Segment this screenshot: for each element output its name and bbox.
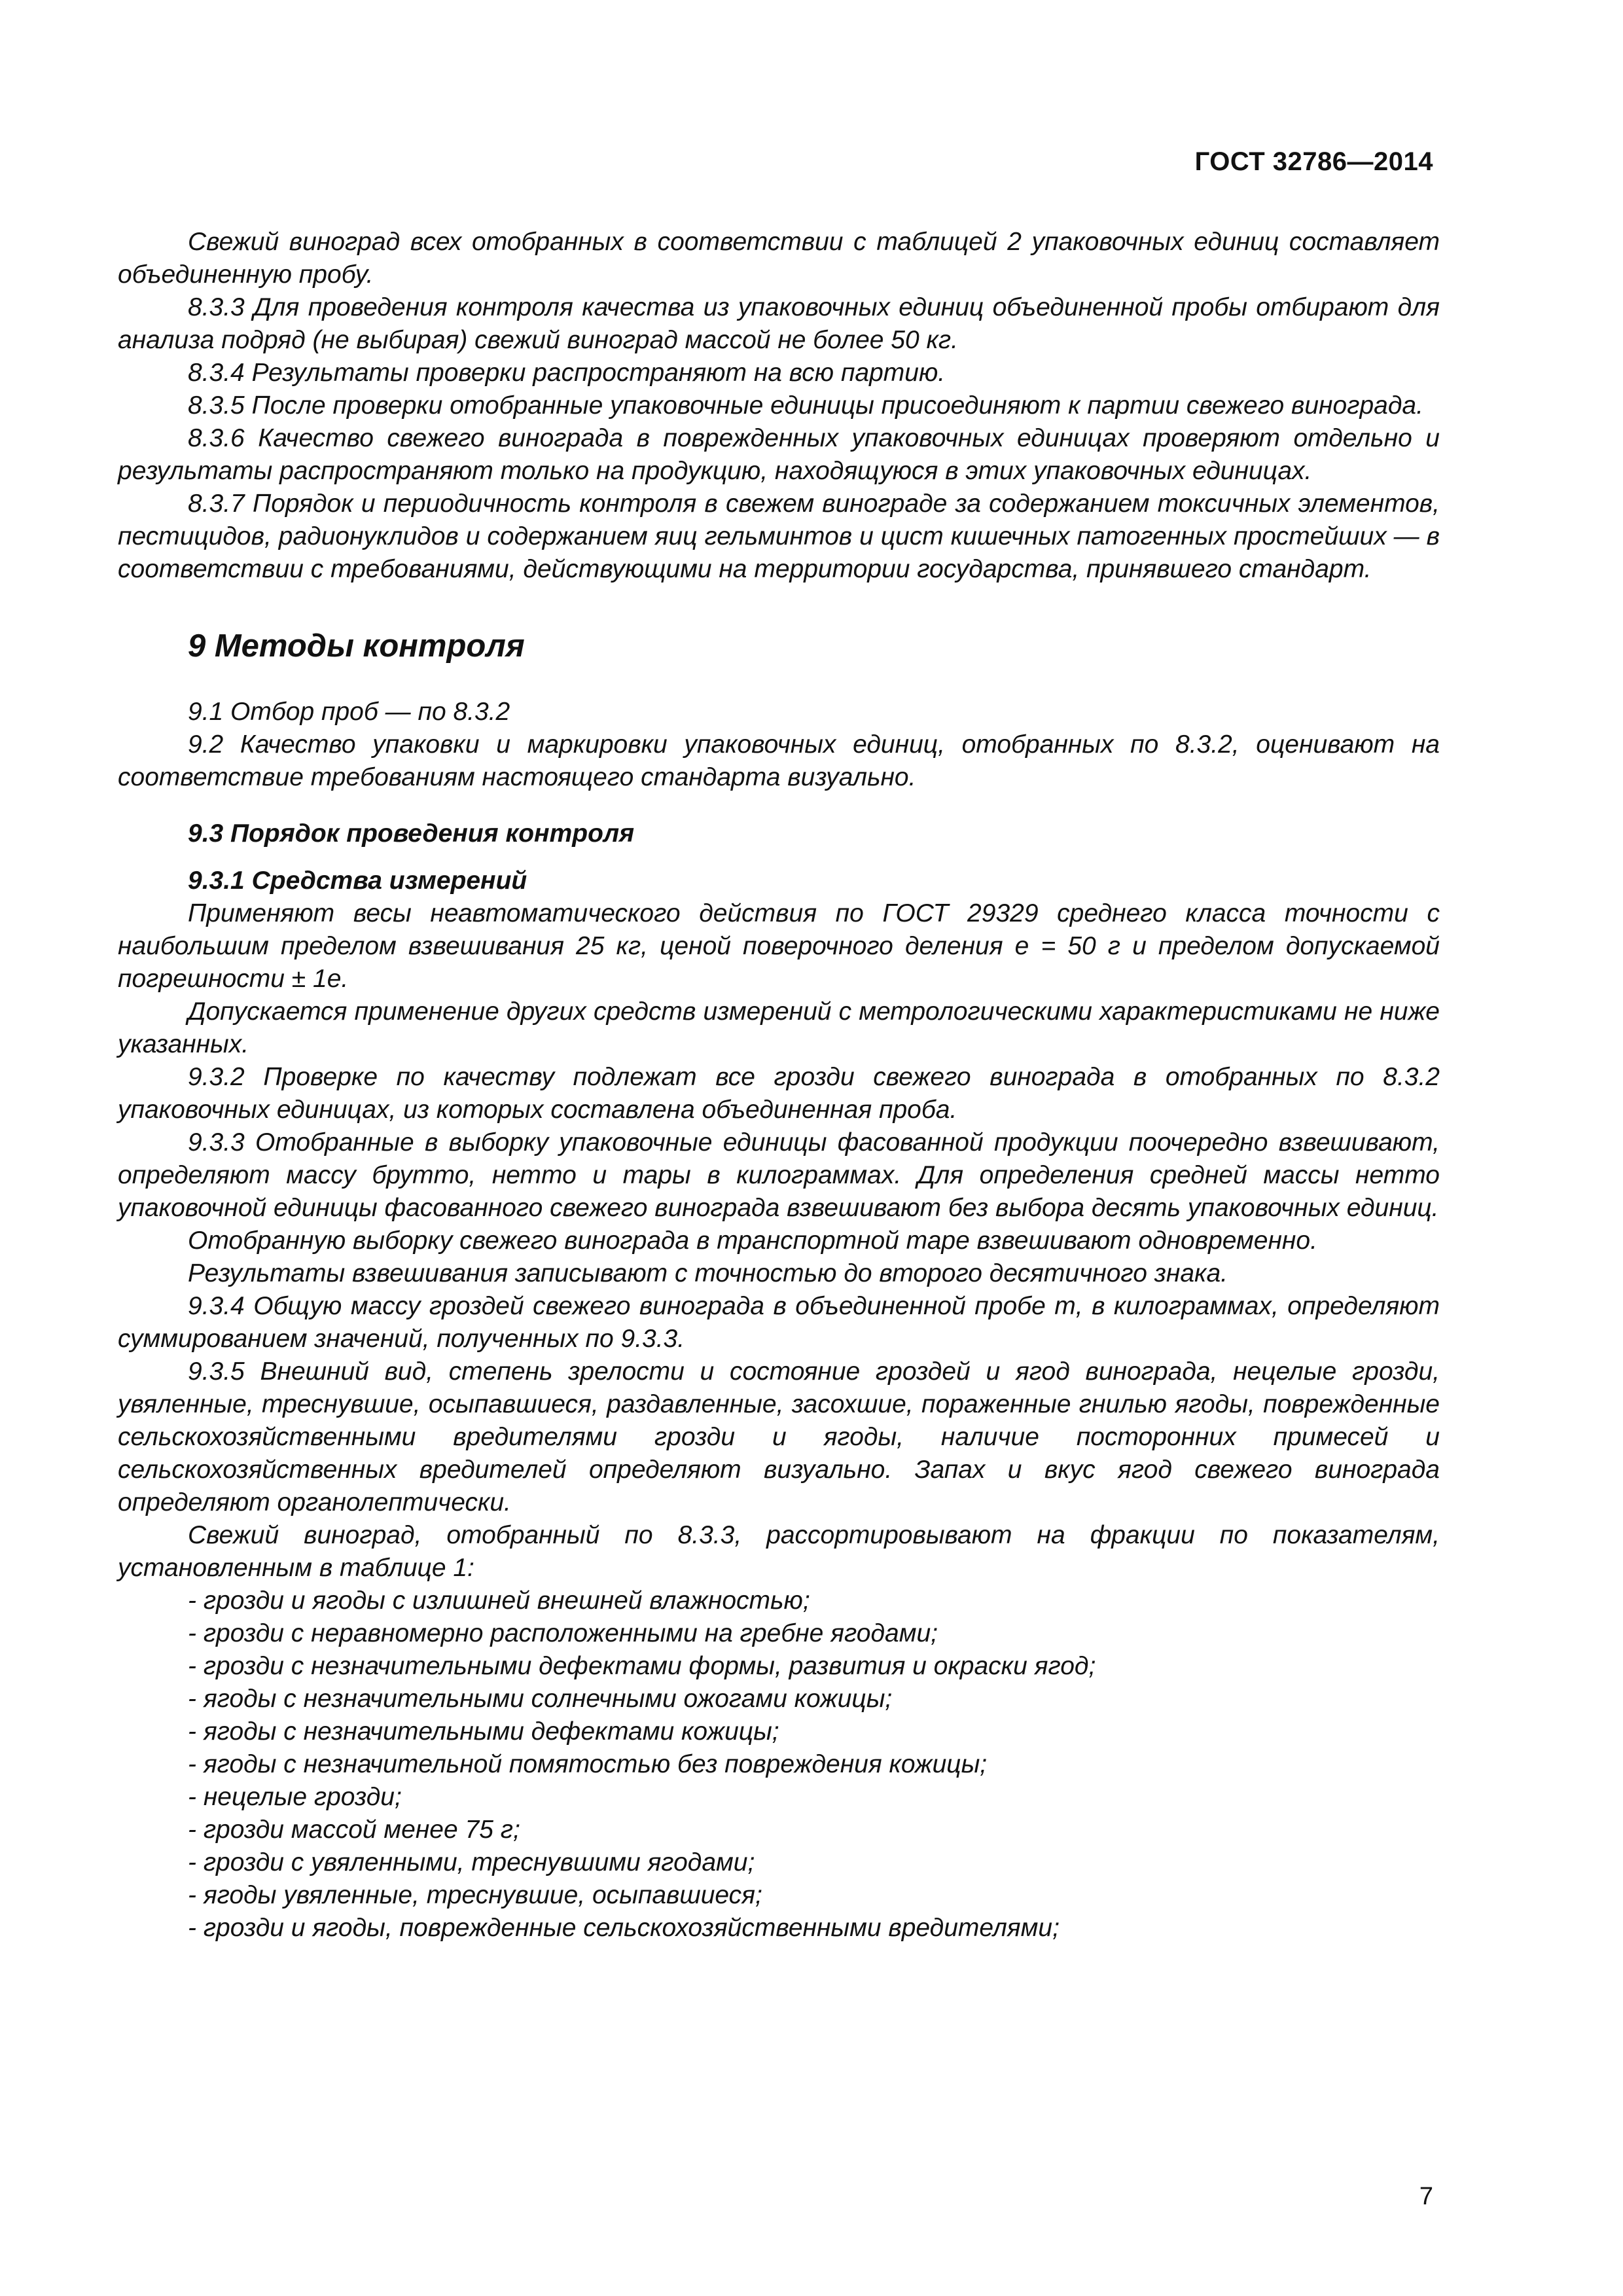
list-item: - грозди и ягоды с излишней внешней влажностью;	[188, 1587, 810, 1615]
list-item: - грозди с увяленными, треснувшими ягодами;	[188, 1848, 755, 1876]
list-item: - грозди с неравномерно расположенными на гребне ягодами;	[188, 1619, 938, 1647]
paragraph: Допускается применение других средств измерений с метрологическими характеристиками не ниже указанных.	[118, 997, 1440, 1058]
list-item: - грозди массой менее 75 г;	[188, 1816, 520, 1844]
paragraph: 9.3.5 Внешний вид, степень зрелости и состояние гроздей и ягод винограда, нецелые грозди, увяленные, треснувшие, осыпавшиеся, раздавленные, засохшие, пораженные гнилью ягоды, поврежденные сельскохозяйственными вредителями грозди и ягоды, наличие посторонних примесей и сельскохозяйственных вредителей определяют визуально. Запах и вкус ягод свежего винограда определяют органолептически.	[118, 1357, 1440, 1516]
subsubsection-title: 9.3.1 Средства измерений	[188, 867, 527, 895]
list-item: - грозди с незначительными дефектами формы, развития и окраски ягод;	[188, 1652, 1096, 1680]
paragraph: 8.3.3 Для проведения контроля качества из упаковочных единиц объединенной пробы отбирают для анализа подряд (не выбирая) свежий виноград массой не более 50 кг.	[118, 293, 1440, 354]
list-item: - ягоды с незначительной помятостью без повреждения кожицы;	[188, 1750, 988, 1778]
paragraph: 9.1 Отбор проб — по 8.3.2	[188, 698, 510, 726]
paragraph: 8.3.6 Качество свежего винограда в поврежденных упаковочных единицах проверяют отдельно и результаты распространяют только на продукцию, находящуюся в этих упаковочных единицах.	[118, 424, 1440, 485]
paragraph: 9.3.2 Проверке по качеству подлежат все грозди свежего винограда в отобранных по 8.3.2 упаковочных единицах, из которых составлена объединенная проба.	[118, 1063, 1440, 1124]
section-title: 9 Методы контроля	[188, 628, 525, 664]
subsection-title: 9.3 Порядок проведения контроля	[188, 819, 635, 848]
paragraph: 9.3.3 Отобранные в выборку упаковочные единицы фасованной продукции поочередно взвешивают, определяют массу брутто, нетто и тары в килограммах. Для определения средней массы нетто упаковочной единицы фасованного свежего винограда взвешивают без выбора десять упаковочных единиц.	[118, 1128, 1440, 1222]
list-item: - ягоды увяленные, треснувшие, осыпавшиеся;	[188, 1881, 762, 1909]
list-item: - ягоды с незначительными солнечными ожогами кожицы;	[188, 1685, 893, 1713]
paragraph: Отобранную выборку свежего винограда в транспортной таре взвешивают одновременно.	[188, 1227, 1317, 1255]
page-number: 7	[1419, 2183, 1433, 2210]
paragraph: 8.3.5 После проверки отобранные упаковочные единицы присоединяют к партии свежего винограда.	[188, 391, 1423, 420]
list-item: - нецелые грозди;	[188, 1783, 402, 1811]
paragraph: Применяют весы неавтоматического действия по ГОСТ 29329 среднего класса точности с наибольшим пределом взвешивания 25 кг, ценой поверочного деления e = 50 г и пределом допускаемой погрешности ± 1e.	[118, 899, 1440, 993]
paragraph: Результаты взвешивания записывают с точностью до второго десятичного знака.	[188, 1259, 1228, 1287]
paragraph: Свежий виноград, отобранный по 8.3.3, рассортировывают на фракции по показателям, установленным в таблице 1:	[118, 1521, 1440, 1582]
list-item: - грозди и ягоды, поврежденные сельскохозяйственными вредителями;	[188, 1914, 1060, 1942]
paragraph: 9.3.4 Общую массу гроздей свежего винограда в объединенной пробе m, в килограммах, определяют суммированием значений, полученных по 9.3.3.	[118, 1292, 1440, 1353]
document-header: ГОСТ 32786—2014	[1194, 147, 1433, 176]
paragraph: Свежий виноград всех отобранных в соответствии с таблицей 2 упаковочных единиц составляет объединенную пробу.	[118, 228, 1440, 289]
paragraph: 9.2 Качество упаковки и маркировки упаковочных единиц, отобранных по 8.3.2, оценивают на соответствие требованиям настоящего стандарта визуально.	[118, 730, 1440, 791]
list-item: - ягоды с незначительными дефектами кожицы;	[188, 1717, 779, 1746]
defect-list	[118, 1585, 1440, 1945]
page-content	[118, 226, 1440, 1945]
paragraph: 8.3.7 Порядок и периодичность контроля в свежем винограде за содержанием токсичных элементов, пестицидов, радионуклидов и содержанием яиц гельминтов и цист кишечных патогенных простейших — в соответствии с требованиями, действующими на территории государства, принявшего стандарт.	[118, 490, 1440, 583]
paragraph: 8.3.4 Результаты проверки распространяют на всю партию.	[188, 359, 946, 387]
